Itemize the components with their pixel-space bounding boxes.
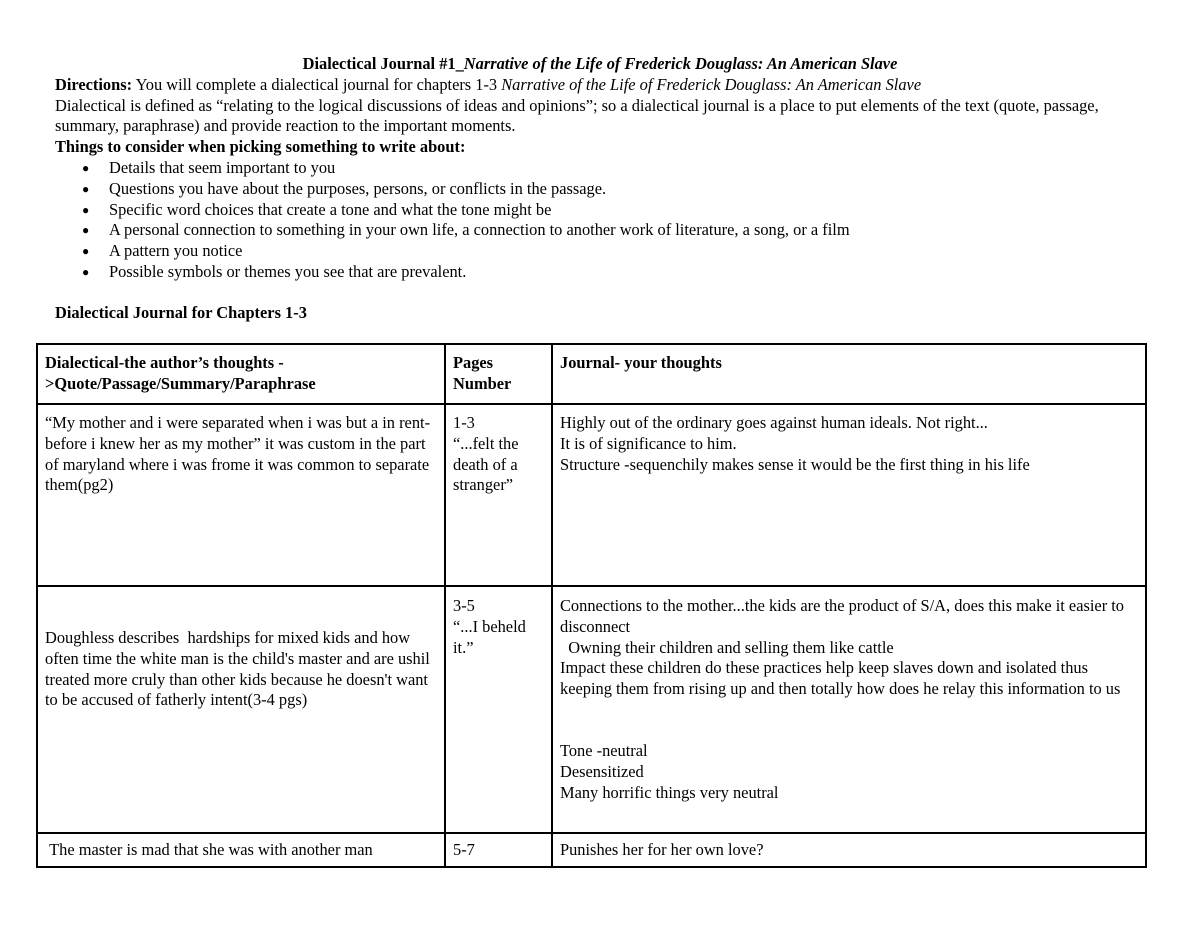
header-cell-quote: Dialectical-the author’s thoughts ->Quote/Passage/Summary/Paraphrase — [37, 344, 445, 404]
list-item: ● A pattern you notice — [82, 241, 243, 261]
journal-cell: Punishes her for her own love? — [552, 833, 1146, 867]
definition-paragraph: Dialectical is defined as “relating to the logical discussions of ideas and opinions”; so a dialectical journal is a place to put elements of the text (quote, passage, summary, paraphrase) and provide reaction to the important moments. — [55, 95, 1099, 136]
table-row — [37, 586, 1146, 833]
quote-cell: The master is mad that she was with another man — [37, 833, 445, 867]
title-book-name: Narrative of the Life of Frederick Douglass: An American Slave — [463, 54, 898, 73]
list-item: ● Questions you have about the purposes, persons, or conflicts in the passage. — [82, 178, 607, 198]
journal-table — [36, 343, 1147, 868]
directions-label: Directions: — [55, 74, 133, 94]
document-title — [45, 54, 1155, 75]
list-item: ● Possible symbols or themes you see that are prevalent. — [82, 261, 467, 281]
bullet-icon: ● — [82, 181, 90, 196]
directions — [55, 75, 1155, 96]
header-cell-journal: Journal- your thoughts — [552, 344, 1146, 404]
list-item: ● Details that seem important to you — [82, 157, 336, 177]
journal-cell: Highly out of the ordinary goes against human ideals. Not right... It is of significance to him. Structure -sequenchily makes sense it would be the first thing in his life — [552, 404, 1146, 586]
directions-text: You will complete a dialectical journal for chapters 1-3 — [132, 74, 502, 94]
pages-cell: 5-7 — [445, 833, 552, 867]
bullet-icon: ● — [82, 160, 90, 175]
pages-cell: 3-5 “...I beheld it.” — [445, 586, 552, 833]
header-cell-pages: Pages Number — [445, 344, 552, 404]
list-item: ● A personal connection to something in your own life, a connection to another work of literature, a song, or a film — [82, 220, 850, 240]
bullet-icon: ● — [82, 244, 90, 259]
table-row — [37, 404, 1146, 586]
pages-cell: 1-3 “...felt the death of a stranger” — [445, 404, 552, 586]
quote-cell: “My mother and i were separated when i was but a in rent-before i knew her as my mother” it was custom in the part of maryland where i was frome it was common to separate them(pg2) — [37, 404, 445, 586]
list-item: ● Specific word choices that create a tone and what the tone might be — [82, 199, 552, 219]
quote-cell: Doughless describes hardships for mixed kids and how often time the white man is the child's master and are ushil treated more cruly than other kids because he doesn't want to be accused of fatherly intent(3-4 pgs) — [37, 586, 445, 833]
bullet-icon: ● — [82, 223, 90, 238]
table-row — [37, 833, 1146, 867]
title-prefix: Dialectical Journal #1_ — [302, 54, 464, 73]
directions-book-name: Narrative of the Life of Frederick Douglass: An American Slave — [501, 74, 922, 94]
things-heading: Things to consider when picking something to write about: — [55, 137, 466, 157]
document-header — [55, 54, 1155, 283]
journal-cell: Connections to the mother...the kids are the product of S/A, does this make it easier to disconnect Owning their children and selling them like cattle Impact these children do these practices help keep slaves down and isolated thus keeping them from rising up and then totally how does he relay this information to us Tone -neutral Desensitized Many horrific things very neutral — [552, 586, 1146, 833]
considerations-list — [55, 158, 1155, 283]
bullet-icon: ● — [82, 202, 90, 217]
section-title: Dialectical Journal for Chapters 1-3 — [55, 303, 307, 322]
bullet-icon: ● — [82, 264, 90, 279]
table-header-row — [37, 344, 1146, 404]
